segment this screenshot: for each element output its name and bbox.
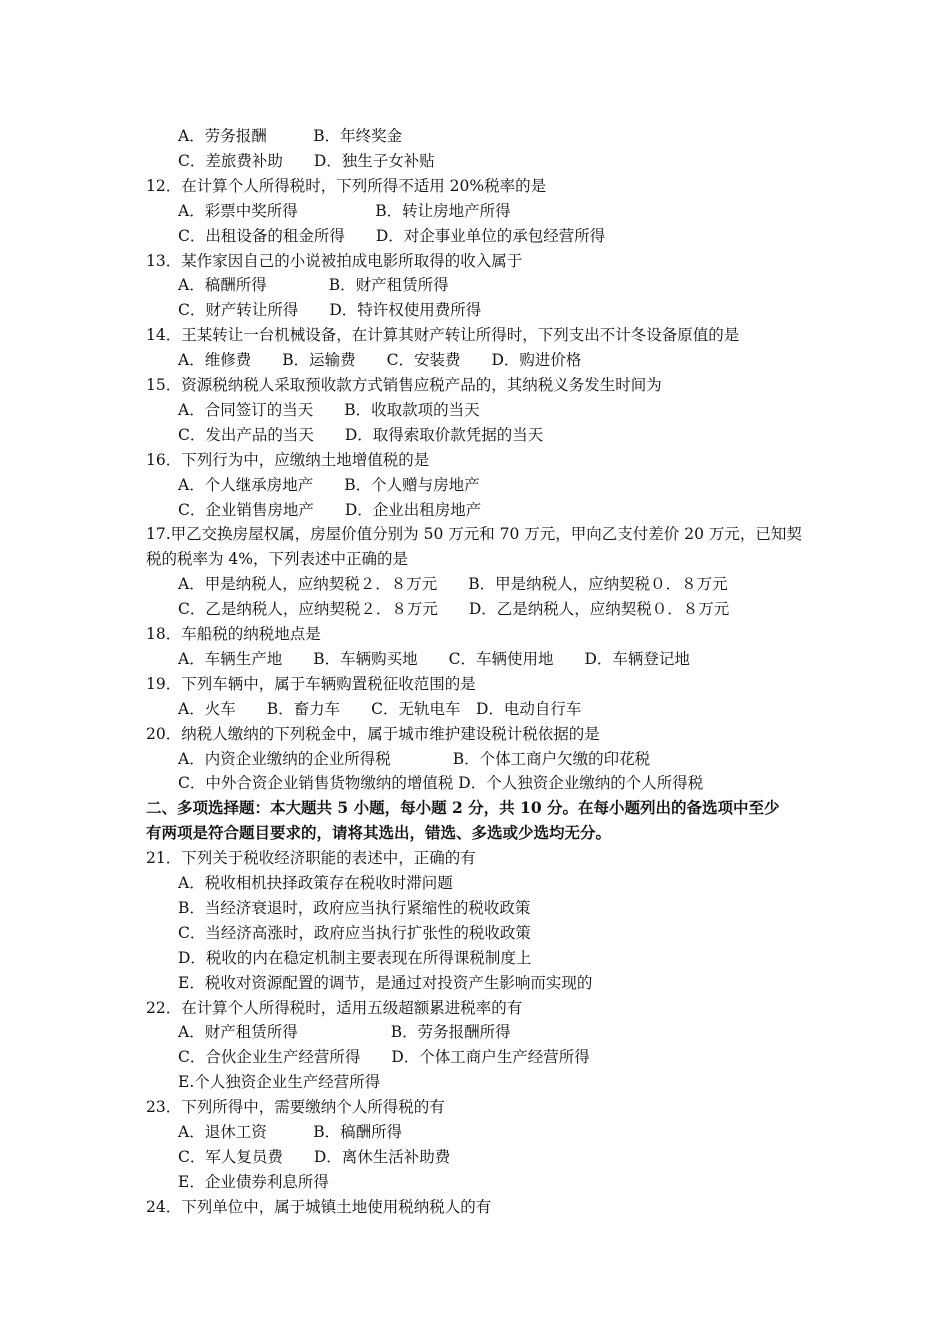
question-line: 13．某作家因自己的小说被拍成电影所取得的收入属于	[146, 251, 523, 270]
option-line: A．内资企业缴纳的企业所得税 B．个体工商户欠缴的印花税	[178, 749, 651, 768]
option-line: A．彩票中奖所得 B．转让房地产所得	[178, 201, 511, 220]
question-line: 12．在计算个人所得税时，下列所得不适用 20%税率的是	[146, 176, 547, 195]
question-line: 24．下列单位中，属于城镇土地使用税纳税人的有	[146, 1197, 492, 1216]
option-line: C．乙是纳税人，应纳契税２．８万元 D．乙是纳税人，应纳契税０．８万元	[178, 600, 730, 619]
option-line: C．合伙企业生产经营所得 D．个体工商户生产经营所得	[178, 1048, 590, 1067]
option-line: C．军人复员费 D．离休生活补助费	[178, 1147, 451, 1166]
option-line: A．甲是纳税人，应纳契税２．８万元 B．甲是纳税人，应纳契税０．８万元	[178, 575, 728, 594]
option-line: A．车辆生产地 B．车辆购买地 C．车辆使用地 D．车辆登记地	[178, 649, 690, 668]
option-line: E．企业债券利息所得	[178, 1172, 329, 1191]
section-heading-line: 有两项是符合题目要求的，请将其选出，错选、多选或少选均无分。	[146, 823, 612, 843]
section-heading-line: 二、多项选择题：本大题共 5 小题，每小题 2 分，共 10 分。在每小题列出的备选项中至少	[146, 798, 780, 818]
option-line: C．中外合资企业销售货物缴纳的增值税 D．个人独资企业缴纳的个人所得税	[178, 774, 704, 793]
question-line: 15．资源税纳税人采取预收款方式销售应税产品的，其纳税义务发生时间为	[146, 376, 662, 394]
option-line: C．差旅费补助 D．独生子女补贴	[178, 151, 435, 170]
question-line: 14．王某转让一台机械设备，在计算其财产转让所得时，下列支出不计冬设备原值的是	[146, 326, 740, 345]
question-line: 22．在计算个人所得税时，适用五级超额累进税率的有	[146, 998, 523, 1017]
question-line: 20．纳税人缴纳的下列税金中，属于城市维护建设税计税依据的是	[146, 724, 600, 743]
question-line: 16．下列行为中，应缴纳土地增值税的是	[146, 450, 430, 469]
question-line: 21．下列关于税收经济职能的表述中，正确的有	[146, 849, 476, 868]
option-line: A．财产租赁所得 B．劳务报酬所得	[178, 1023, 511, 1042]
option-line: B．当经济衰退时，政府应当执行紧缩性的税收政策	[178, 898, 531, 917]
option-line: C．财产转让所得 D．特许权使用费所得	[178, 301, 482, 320]
option-line: A．退休工资 B．稿酬所得	[178, 1123, 403, 1141]
option-line: C．当经济高涨时，政府应当执行扩张性的税收政策	[178, 923, 531, 942]
question-line: 税的税率为 4%，下列表述中正确的是	[146, 550, 409, 569]
option-line: A．合同签订的当天 B．收取款项的当天	[178, 400, 480, 419]
question-line: 18．车船税的纳税地点是	[146, 625, 321, 643]
option-line: A．稿酬所得 B．财产租赁所得	[178, 276, 449, 295]
question-line: 23．下列所得中，需要缴纳个人所得税的有	[146, 1098, 445, 1117]
option-line: C．企业销售房地产 D．企业出租房地产	[178, 500, 482, 519]
option-line: C．出租设备的租金所得 D．对企事业单位的承包经营所得	[178, 226, 606, 245]
option-line: A．税收相机抉择政策存在税收时滞问题	[178, 874, 453, 892]
option-line: A．个人继承房地产 B．个人赠与房地产	[178, 475, 480, 494]
option-line: A．劳务报酬 B．年终奖金	[178, 127, 403, 145]
option-line: E．税收对资源配置的调节，是通过对投资产生影响而实现的	[178, 973, 593, 992]
option-line: A．维修费 B．运输费 C．安装费 D．购进价格	[178, 351, 582, 370]
option-line: C．发出产品的当天 D．取得索取价款凭据的当天	[178, 425, 544, 444]
question-line: 17.甲乙交换房屋权属，房屋价值分别为 50 万元和 70 万元，甲向乙支付差价 20 万元，已知契	[146, 525, 802, 544]
option-line: D．税收的内在稳定机制主要表现在所得课税制度上	[178, 948, 532, 967]
option-line: A．火车 B．畜力车 C．无轨电车 D．电动自行车	[178, 699, 582, 718]
option-line: E.个人独资企业生产经营所得	[178, 1073, 381, 1092]
question-line: 19．下列车辆中，属于车辆购置税征收范围的是	[146, 674, 476, 693]
